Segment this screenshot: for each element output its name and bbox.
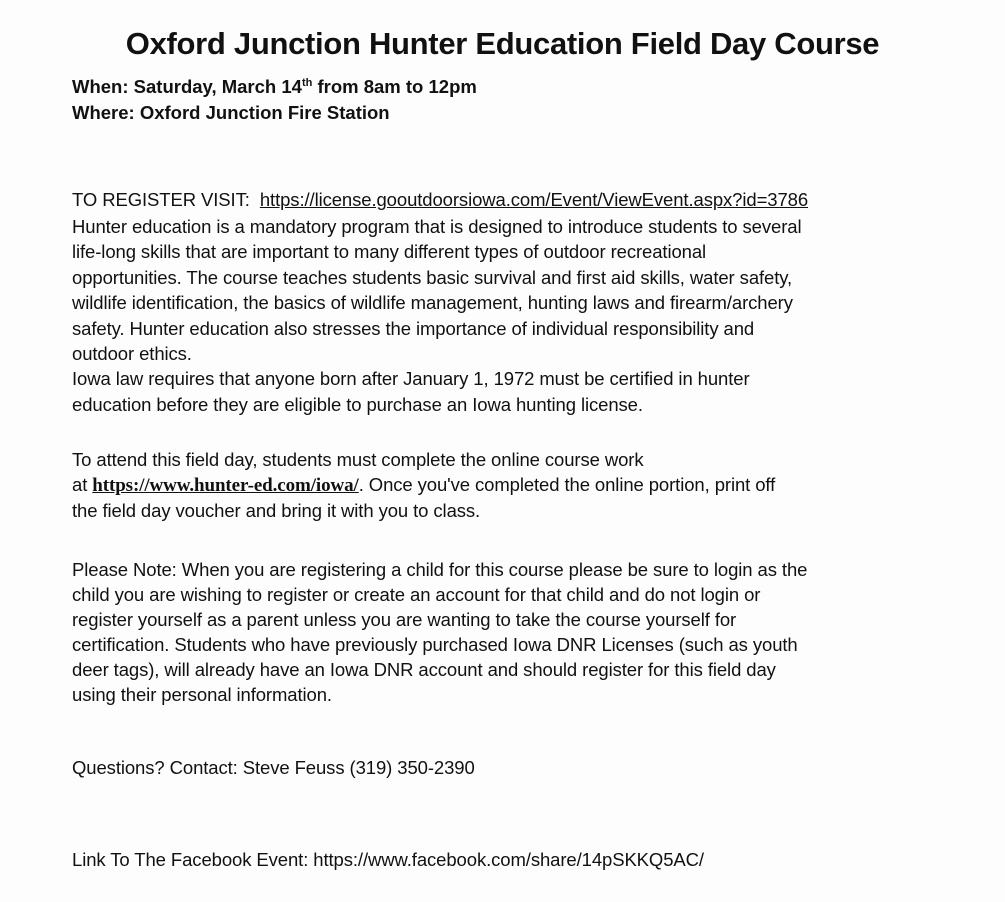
intro-line: Iowa law requires that anyone born after January 1, 1972 must be certified in hunter [72,368,750,390]
event-where: Where: Oxford Junction Fire Station [72,102,390,123]
facebook-link[interactable]: Link To The Facebook Event: https://www.facebook.com/share/14pSKKQ5AC/ [72,849,704,870]
event-when [72,76,477,98]
intro-line: wildlife identification, the basics of wildlife management, hunting laws and firearm/archery [72,292,793,314]
attend-prefix: at [72,474,93,495]
intro-line: education before they are eligible to purchase an Iowa hunting license. [72,393,643,415]
hunter-ed-link[interactable]: https://www.hunter-ed.com/iowa/ [92,475,359,496]
intro-line: safety. Hunter education also stresses the importance of individual responsibility and [72,317,755,339]
when-sup: th [301,76,313,89]
intro-line: opportunities. The course teaches students basic survival and first aid skills, water safety, [72,266,793,288]
note-line: child you are wishing to register or create an account for that child and do not login or [72,584,761,605]
note-line: register yourself as a parent unless you are wanting to take the course yourself for [72,609,737,630]
intro-line: Hunter education is a mandatory program that is designed to introduce students to several [72,216,802,237]
questions-contact: Questions? Contact: Steve Feuss (319) 350-2390 [72,757,475,778]
register-label: TO REGISTER VISIT: [72,189,260,210]
when-text: When: Saturday, March 14 [72,76,302,97]
note-line: certification. Students who have previously purchased Iowa DNR Licenses (such as youth [72,634,798,655]
attend-line-3: the field day voucher and bring it with you to class. [72,500,481,521]
register-line [72,189,808,211]
register-link[interactable]: https://license.gooutdoorsiowa.com/Event/ViewEvent.aspx?id=3786 [259,189,809,210]
note-line: using their personal information. [72,684,332,705]
page-title: Oxford Junction Hunter Education Field Day Course [125,26,880,61]
attend-line-2 [72,474,775,497]
attend-line-1: To attend this field day, students must complete the online course work [72,449,644,470]
when-time: from 8am to 12pm [312,76,477,97]
intro-line: life-long skills that are important to many different types of outdoor recreational [72,241,707,263]
attend-suffix: . Once you've completed the online portion, print off [358,474,776,495]
note-line: Please Note: When you are registering a child for this course please be sure to login as the [72,559,808,580]
intro-line: outdoor ethics. [72,343,192,364]
note-line: deer tags), will already have an Iowa DNR account and should register for this field day [72,659,776,680]
